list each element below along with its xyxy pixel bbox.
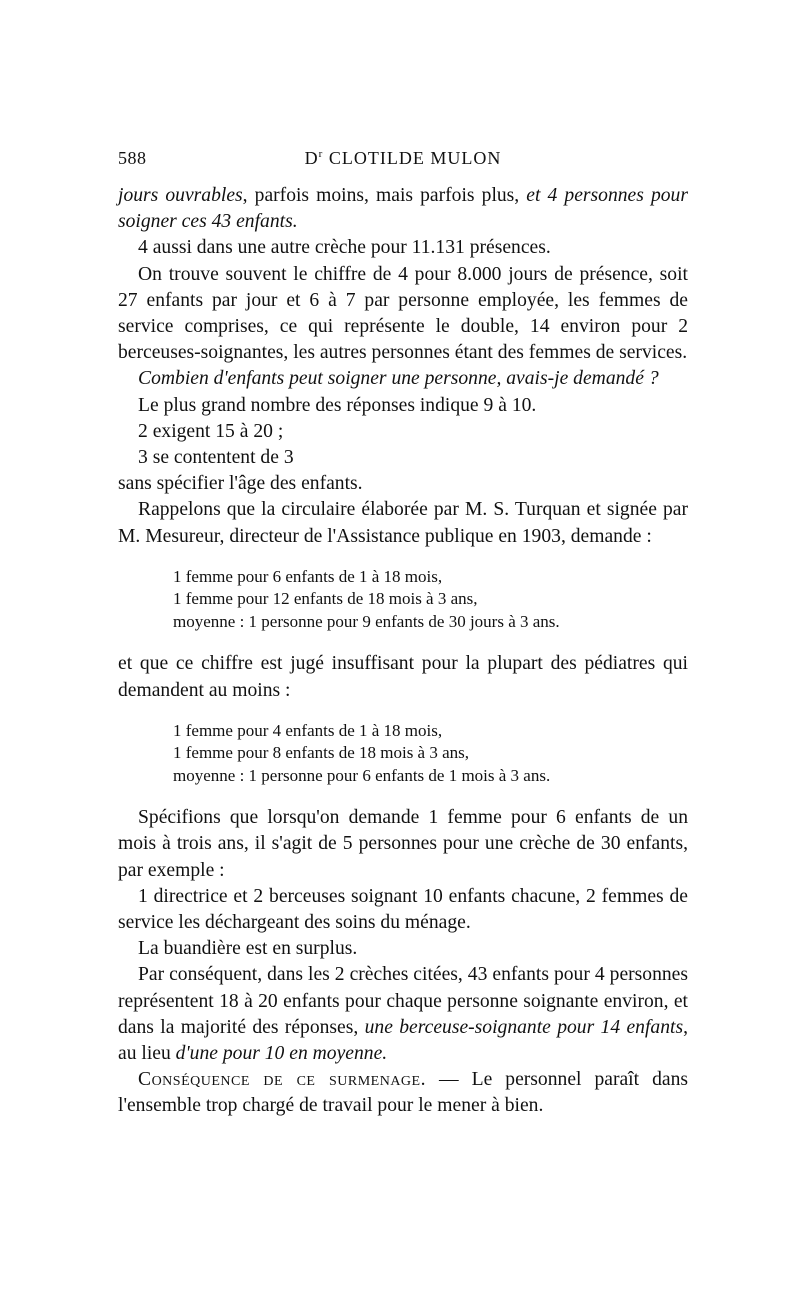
italic-text: une berceuse-soignante pour 14 enfants <box>364 1016 684 1038</box>
paragraph: 3 se contentent de 3 <box>138 447 294 469</box>
page-header <box>118 148 688 178</box>
italic-text: jours ouvrables <box>118 185 243 206</box>
paragraph-continued <box>118 183 688 235</box>
paragraph <box>118 1067 688 1119</box>
quote-line: moyenne : 1 personne pour 6 enfants de 1 mois à 3 ans. <box>173 765 551 785</box>
paragraph: Rappelons que la circulaire élaborée par M. S. Turquan et signée par M. Mesureur, directeur de l'Assistance publique en 1903, demande : <box>118 499 688 547</box>
paragraph: 4 aussi dans une autre crèche pour 11.131 présences. <box>138 237 551 259</box>
paragraph: On trouve souvent le chiffre de 4 pour 8.000 jours de présence, soit 27 enfants par jour et 6 à 7 par personne employée, les femmes de service comprises, ce qui représente le double, 14 environ pour 2 berceuses-soignantes, les autres personnes étant des femmes de services. <box>118 263 688 364</box>
page-number: 588 <box>118 148 147 168</box>
italic-text: d'une pour 10 en moyenne. <box>175 1043 388 1065</box>
paragraph: Spécifions que lorsqu'on demande 1 femme pour 6 enfants de un mois à trois ans, il s'agit de 5 personnes pour une crèche de 30 enfants, par exemple : <box>118 807 688 881</box>
body-text: Par conséquent, dans les 2 crèches citées, 43 enfants pour 4 personnes représentent 18 à 20 enfants pour chaque personne soignante environ, et dans la majorité des réponses, <box>118 964 688 1038</box>
quote-line: 1 femme pour 4 enfants de 1 à 18 mois, <box>173 720 443 740</box>
body-text: , parfois moins, mais parfois plus, <box>242 185 527 206</box>
paragraph: 1 directrice et 2 berceuses soignant 10 enfants chacune, 2 femmes de service les déchargeant des soins du ménage. <box>118 885 688 934</box>
paragraph: sans spécifier l'âge des enfants. <box>118 473 363 495</box>
page-body <box>118 183 688 1120</box>
body-text: , au lieu <box>118 1016 688 1065</box>
paragraph: Le plus grand nombre des réponses indique 9 à 10. <box>138 394 537 416</box>
block-quote-circular <box>173 566 688 634</box>
paragraph: et que ce chiffre est jugé insuffisant pour la plupart des pédiatres qui demandent au moins : <box>118 653 688 701</box>
body-text: — Le personnel paraît dans l'ensemble trop chargé de travail pour le mener à bien. <box>118 1069 688 1117</box>
paragraph: 2 exigent 15 à 20 ; <box>138 420 284 442</box>
section-heading-inline: Conséquence de ce surmenage. <box>138 1069 426 1091</box>
title-prefix: D <box>304 148 319 168</box>
paragraph: La buandière est en surplus. <box>138 938 358 960</box>
paragraph <box>118 962 688 1067</box>
quote-line: 1 femme pour 8 enfants de 18 mois à 3 ans, <box>173 743 470 763</box>
question-paragraph: Combien d'enfants peut soigner une personne, avais-je demandé ? <box>138 368 659 390</box>
block-quote-pediatres <box>173 720 688 788</box>
italic-text: et 4 personnes pour soigner ces 43 enfants. <box>118 185 688 233</box>
quote-line: 1 femme pour 12 enfants de 18 mois à 3 ans, <box>173 589 478 609</box>
author-name: CLOTILDE MULON <box>328 148 502 168</box>
running-title <box>118 148 688 169</box>
quote-line: moyenne : 1 personne pour 9 enfants de 30 jours à 3 ans. <box>173 611 560 631</box>
quote-line: 1 femme pour 6 enfants de 1 à 18 mois, <box>173 566 443 586</box>
title-sup: r <box>318 148 324 160</box>
